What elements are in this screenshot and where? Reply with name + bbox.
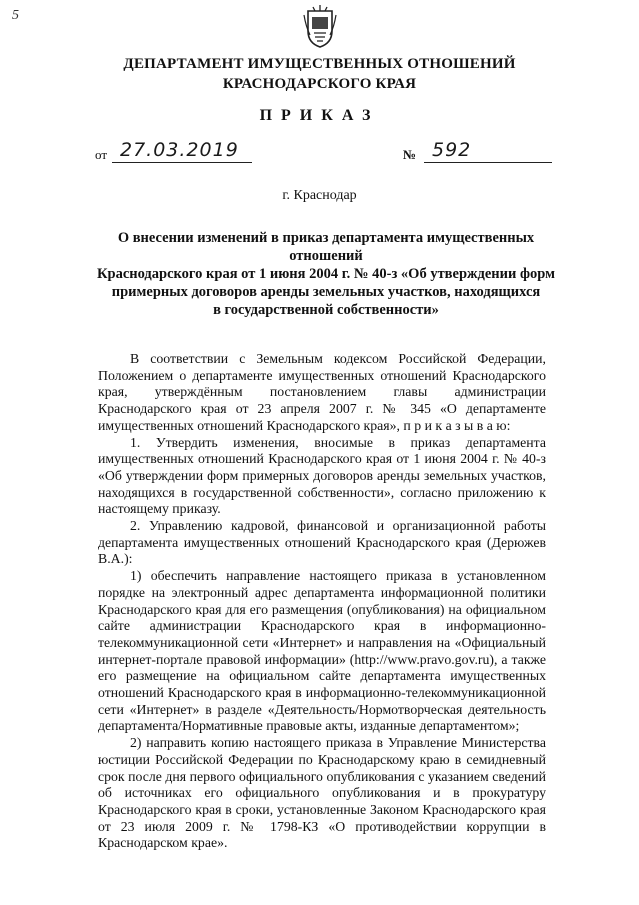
body-paragraph: 2) направить копию настоящего приказа в Управление Министерства юстиции Российской Федерации по Краснодарскому краю в семидневный срок после дня первого официального опубликования с указанием сведений об источниках его официального опубликования и в прокуратуру Краснодарского края в сроки, установленные Законом Краснодарского края от 23 июля 2009 г. № 1798-КЗ «О противодействии коррупции в Краснодарском крае». [98,735,546,851]
subject-line: примерных договоров аренды земельных участков, находящихся [111,284,541,300]
number-underline [424,162,552,163]
coat-of-arms-emblem [302,5,338,49]
document-type-title: ПРИКАЗ [259,107,380,124]
date-underline [112,162,252,163]
body-paragraph: В соответствии с Земельным кодексом Российской Федерации, Положением о департаменте имущественных отношений Краснодарского края, утверждённым постановлением главы администрации Краснодарского края от 23 апреля 2007 г. № 345 «О департаменте имущественных отношений Краснодарского края», п р и к а з ы в а ю: [98,351,546,433]
document-subject [96,229,556,319]
number-prefix: № [403,147,417,162]
city: г. Краснодар [282,188,357,203]
number-handwritten: 592 [432,139,472,161]
body-paragraph: 1. Утвердить изменения, вносимые в приказ департамента имущественных отношений Краснодарского края от 1 июня 2004 г. № 40-з «Об утверждении форм примерных договоров аренды земельных участков, находящихся в государственной собственности», согласно приложению к настоящему приказу. [98,434,546,517]
body-paragraph: 2. Управлению кадровой, финансовой и организационной работы департамента имущественных отношений Краснодарского края (Дерюжев В.А.): [98,518,546,567]
org-name-line2: КРАСНОДАРСКОГО КРАЯ [222,76,417,92]
body-paragraph: 1) обеспечить направление настоящего приказа в установленном порядке на электронный адрес департамента информационной политики Краснодарского края для его размещения (опубликования) на официальном сайте администрации Краснодарского края в информационно-телекоммуникационной сети «Интернет» и направления на «Официальный интернет-портале правовой информации» (http://www.pravo.gov.ru), а также его размещение на официальном сайте департамента имущественных отношений Краснодарского края в информационно-телекоммуникационной сети «Интернет» в разделе «Деятельность/Нормотворческая деятельность департамента/Нормативные правовые акты, изданные департаментом»; [98,568,546,734]
date-prefix: от [95,147,108,162]
date-handwritten: 27.03.2019 [120,139,239,161]
document-body [98,351,546,852]
org-name-line1: ДЕПАРТАМЕНТ ИМУЩЕСТВЕННЫХ ОТНОШЕНИЙ [123,56,516,72]
corner-handwritten-mark: 5 [12,8,19,23]
subject-line: О внесении изменений в приказ департамента имущественных отношений [117,230,535,264]
subject-line: в государственной собственности» [213,302,439,318]
subject-line: Краснодарского края от 1 июня 2004 г. № 40-з «Об утверждении форм [96,266,555,282]
